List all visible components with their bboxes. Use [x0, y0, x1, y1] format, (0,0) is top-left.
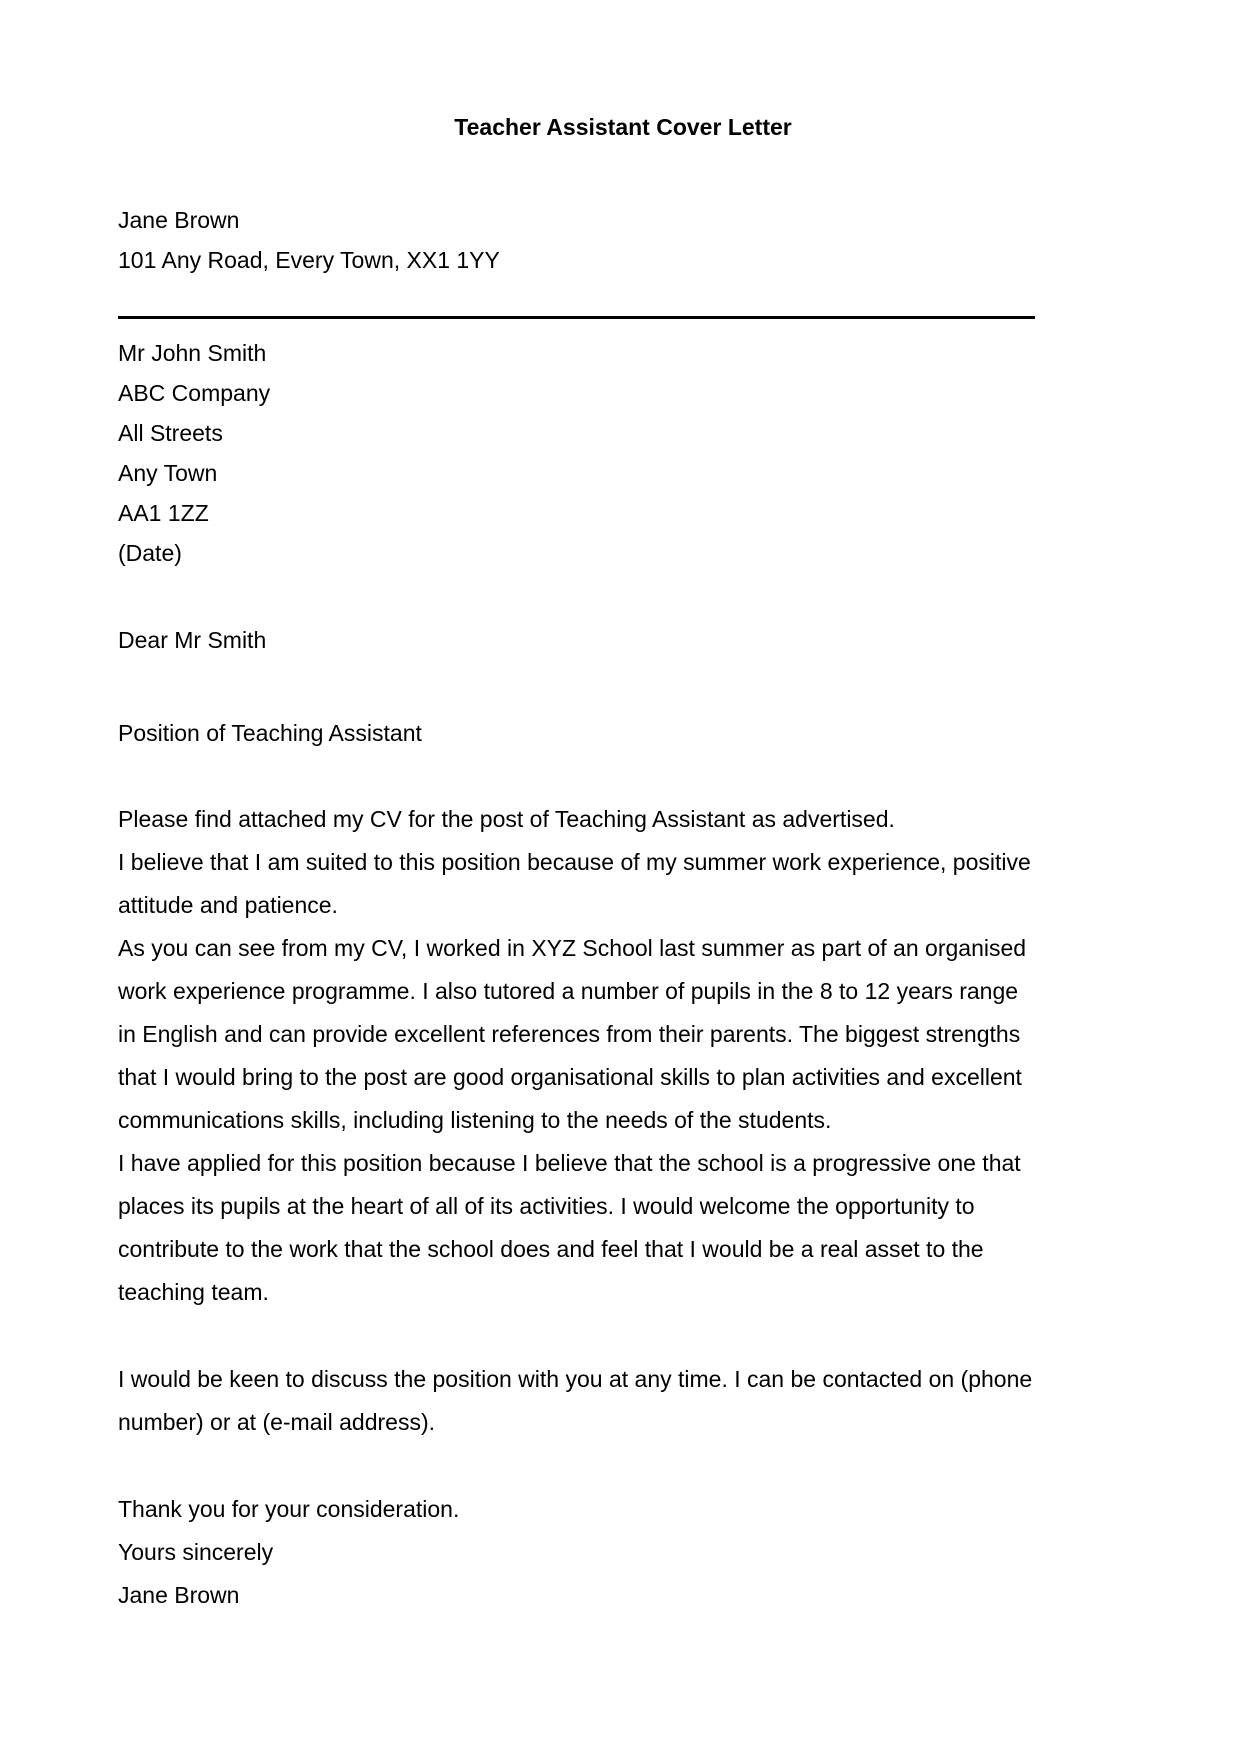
body-paragraph-1	[118, 798, 1128, 1314]
body-line: teaching team.	[118, 1279, 269, 1305]
recipient-postcode: AA1 1ZZ	[118, 500, 209, 526]
recipient-company: ABC Company	[118, 380, 271, 406]
recipient-street: All Streets	[118, 420, 223, 446]
body-line: contribute to the work that the school does and feel that I would be a real asset to the	[118, 1236, 984, 1262]
sender-address: 101 Any Road, Every Town, XX1 1YY	[118, 247, 500, 273]
closing-signoff: Yours sincerely	[118, 1539, 274, 1565]
body-line: I believe that I am suited to this position because of my summer work experience, positive	[118, 849, 1031, 875]
recipient-name: Mr John Smith	[118, 340, 267, 366]
body-line: communications skills, including listening to the needs of the students.	[118, 1107, 832, 1133]
closing-signature: Jane Brown	[118, 1582, 240, 1608]
body-line: I have applied for this position because I believe that the school is a progressive one that	[118, 1150, 1021, 1176]
salutation: Dear Mr Smith	[118, 627, 267, 653]
recipient-town: Any Town	[118, 460, 218, 486]
document-title: Teacher Assistant Cover Letter	[454, 114, 792, 140]
body-line: I would be keen to discuss the position with you at any time. I can be contacted on (phone	[118, 1366, 1033, 1392]
closing-block	[118, 1488, 1128, 1617]
body-line: in English and can provide excellent references from their parents. The biggest strengths	[118, 1021, 1021, 1047]
body-line: that I would bring to the post are good organisational skills to plan activities and excellent	[118, 1064, 1022, 1090]
body-line: Please find attached my CV for the post of Teaching Assistant as advertised.	[118, 806, 895, 832]
body-line: places its pupils at the heart of all of its activities. I would welcome the opportunity to	[118, 1193, 975, 1219]
sender-block	[118, 200, 1128, 280]
divider-line	[118, 316, 1035, 319]
recipient-block	[118, 333, 1128, 573]
letter-date: (Date)	[118, 540, 182, 566]
closing-thanks: Thank you for your consideration.	[118, 1496, 460, 1522]
body-line: number) or at (e-mail address).	[118, 1409, 435, 1435]
subject-line: Position of Teaching Assistant	[118, 720, 422, 746]
body-line: As you can see from my CV, I worked in XYZ School last summer as part of an organised	[118, 935, 1027, 961]
sender-name: Jane Brown	[118, 207, 240, 233]
body-paragraph-2	[118, 1358, 1128, 1444]
body-line: attitude and patience.	[118, 892, 338, 918]
body-line: work experience programme. I also tutored a number of pupils in the 8 to 12 years range	[118, 978, 1019, 1004]
